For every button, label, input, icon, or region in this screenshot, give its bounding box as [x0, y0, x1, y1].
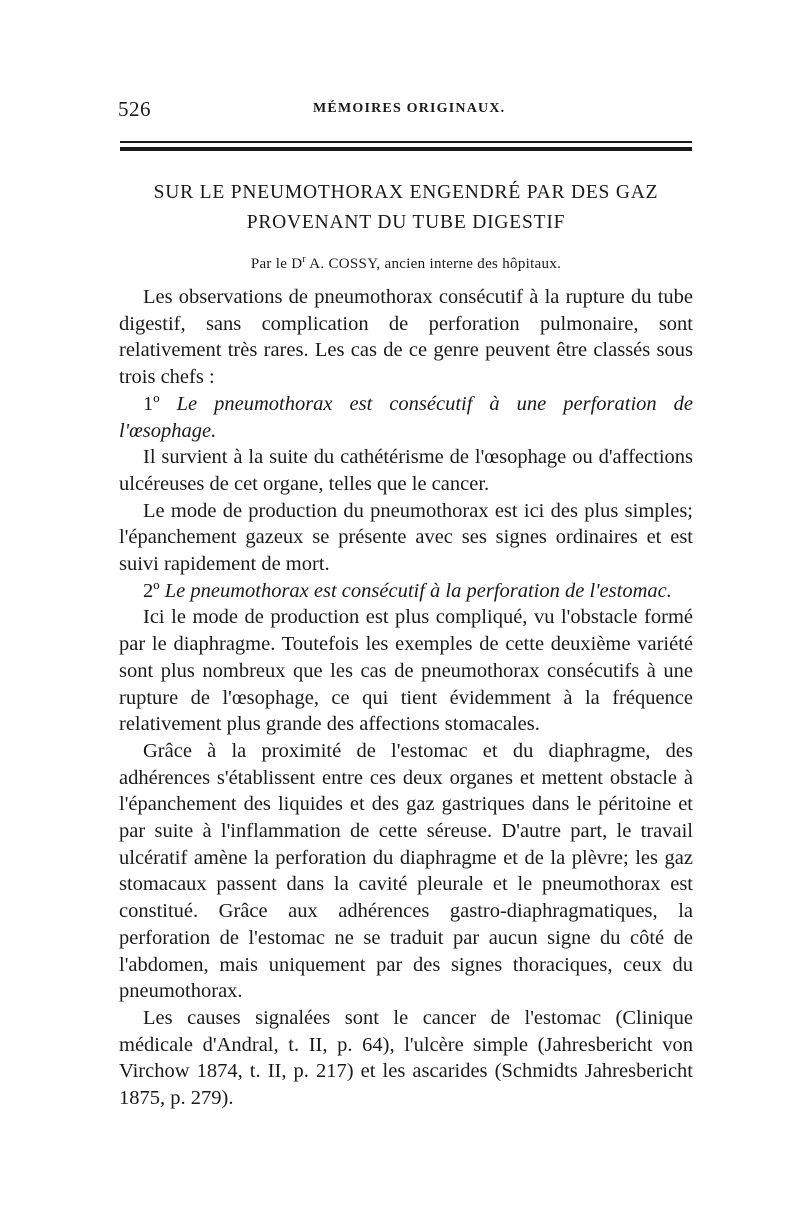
paragraph: Les observations de pneumothorax consécutif à la rupture du tube digestif, sans complication de perforation pulmonaire, sont relativement très rares. Les cas de ce genre peuvent être classés sous trois chefs :: [119, 286, 693, 389]
section-number: 1º: [143, 392, 177, 415]
paragraph: Il survient à la suite du cathétérisme de l'œsophage ou d'affections ulcéreuses de cet organe, telles que le cancer.: [119, 446, 693, 495]
paragraph: Le mode de production du pneumothorax est ici des plus simples; l'épanchement gazeux se présente avec ses signes ordinaires et est suivi rapidement de mort.: [119, 499, 693, 576]
byline-author: A. COSSY, ancien interne des hôpitaux.: [306, 256, 562, 272]
paragraph: Grâce à la proximité de l'estomac et du diaphragme, des adhérences s'établissent entre ces deux organes et mettent obstacle à l'épanchement des liquides et des gaz gastriques dans le péritoine et par suite à l'inflammation de cette séreuse. D'autre part, le travail ulcératif amène la perforation du diaphragme et de la plèvre; les gaz stomacaux passent dans la cavité pleurale et le pneumothorax est constitué. Grâce aux adhérences gastro-diaphragmatiques, la perforation de l'estomac ne se traduit par aucun signe du côté de l'abdomen, mais uniquement par des signes thoraciques, ceux du pneumothorax.: [119, 739, 693, 1003]
section-heading-text: Le pneumothorax est consécutif à une perforation de l'œsophage.: [119, 392, 693, 442]
running-title: MÉMOIRES ORIGINAUX.: [313, 101, 506, 116]
header-rule-thick: [120, 147, 692, 151]
article-title-line-2: PROVENANT DU TUBE DIGESTIF: [246, 212, 566, 233]
section-number: 2º: [143, 579, 165, 602]
article-byline: [120, 254, 692, 273]
section-heading-text: Le pneumothorax est consécutif à la perforation de l'estomac.: [164, 579, 672, 602]
section-heading: [119, 578, 693, 605]
article-title-line-1: SUR LE PNEUMOTHORAX ENGENDRÉ PAR DES GAZ: [153, 182, 659, 203]
paragraph: Ici le mode de production est plus compliqué, vu l'obstacle formé par le diaphragme. Toutefois les exemples de cette deuxième variété sont plus nombreux que les cas de pneumothorax consécutifs à une rupture de l'œsophage, ce qui tient évidemment à la fréquence relativement plus grande des affections stomacales.: [119, 606, 693, 736]
header-rule-thin: [120, 141, 692, 143]
byline-superscript: r: [302, 254, 307, 265]
section-heading: [119, 391, 693, 444]
byline-prefix: Par le D: [250, 256, 303, 272]
page-number: 526: [118, 97, 151, 121]
article-body: [119, 284, 693, 1112]
paragraph: Les causes signalées sont le cancer de l'estomac (Clinique médicale d'Andral, t. II, p. 64), l'ulcère simple (Jahresbericht von Virchow 1874, t. II, p. 217) et les ascarides (Schmidts Jahresbericht 1875, p. 279).: [119, 1006, 693, 1110]
